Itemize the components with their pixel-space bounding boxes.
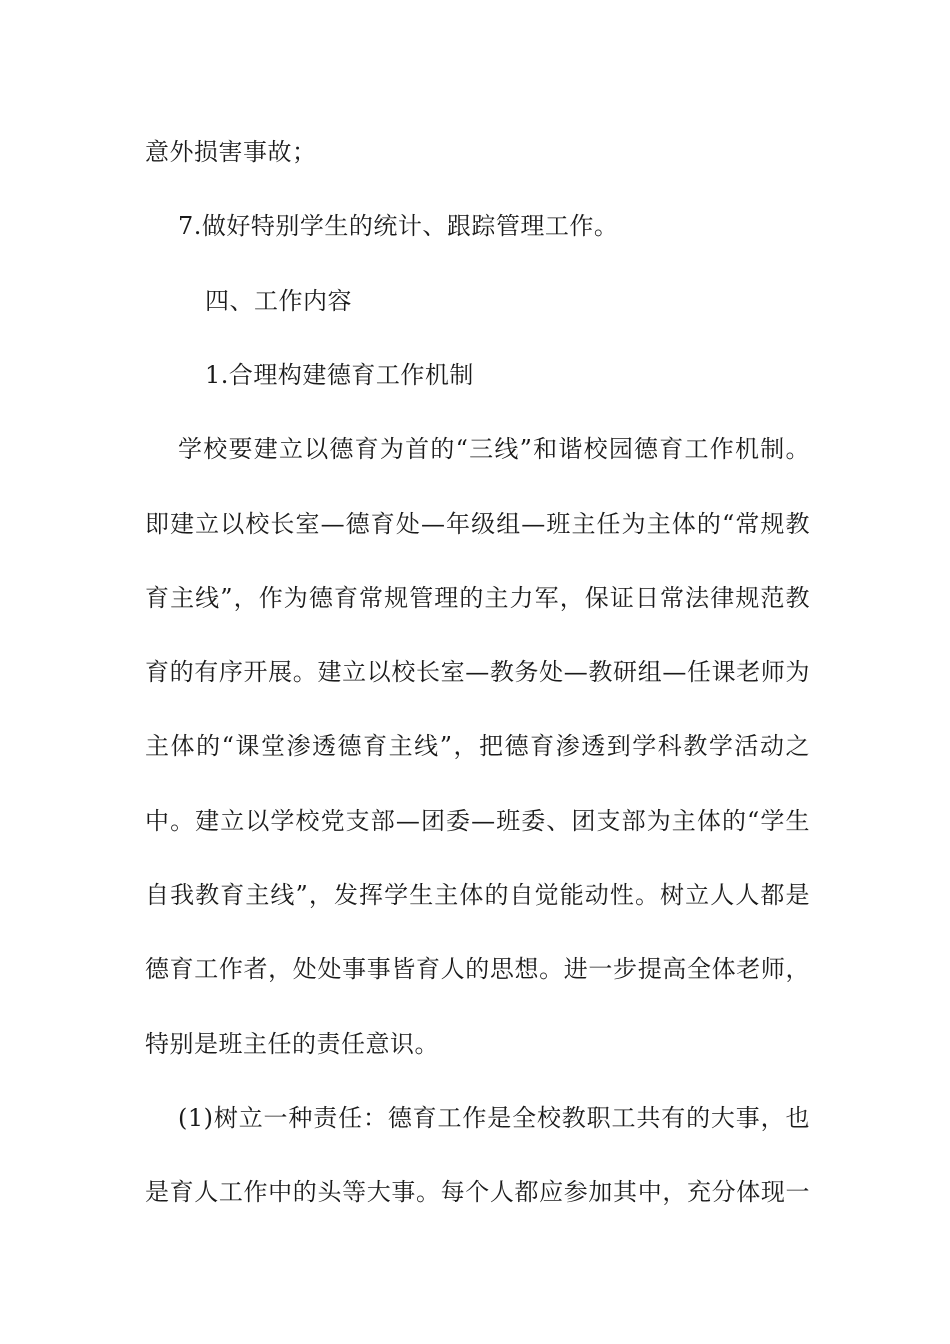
paragraph-line: 是育人工作中的头等大事。每个人都应参加其中，充分体现一 xyxy=(145,1178,810,1206)
paragraph-line: 德育工作者，处处事事皆育人的思想。进一步提高全体老师， xyxy=(145,955,810,983)
paragraph-line: 特别是班主任的责任意识。 xyxy=(145,1030,439,1058)
text-line: 意外损害事故； xyxy=(145,138,317,166)
section-heading: 四、工作内容 xyxy=(205,287,352,315)
paragraph-line: 主体的“课堂渗透德育主线”，把德育渗透到学科教学活动之 xyxy=(145,732,810,760)
paragraph-line: 中。建立以学校党支部—团委—班委、团支部为主体的“学生 xyxy=(145,807,810,835)
paragraph-line: 自我教育主线”，发挥学生主体的自觉能动性。树立人人都是 xyxy=(145,881,810,909)
paragraph-line: 即建立以校长室—德育处—年级组—班主任为主体的“常规教 xyxy=(145,510,810,538)
paragraph-line: (1)树立一种责任：德育工作是全校教职工共有的大事，也 xyxy=(178,1104,810,1132)
list-item: 7.做好特别学生的统计、跟踪管理工作。 xyxy=(178,212,619,240)
subsection-heading: 1.合理构建德育工作机制 xyxy=(205,361,474,389)
paragraph-line: 育主线”，作为德育常规管理的主力军，保证日常法律规范教 xyxy=(145,584,810,612)
paragraph-line: 学校要建立以德育为首的“三线”和谐校园德育工作机制。 xyxy=(178,435,810,463)
paragraph-line: 育的有序开展。建立以校长室—教务处—教研组—任课老师为 xyxy=(145,658,810,686)
